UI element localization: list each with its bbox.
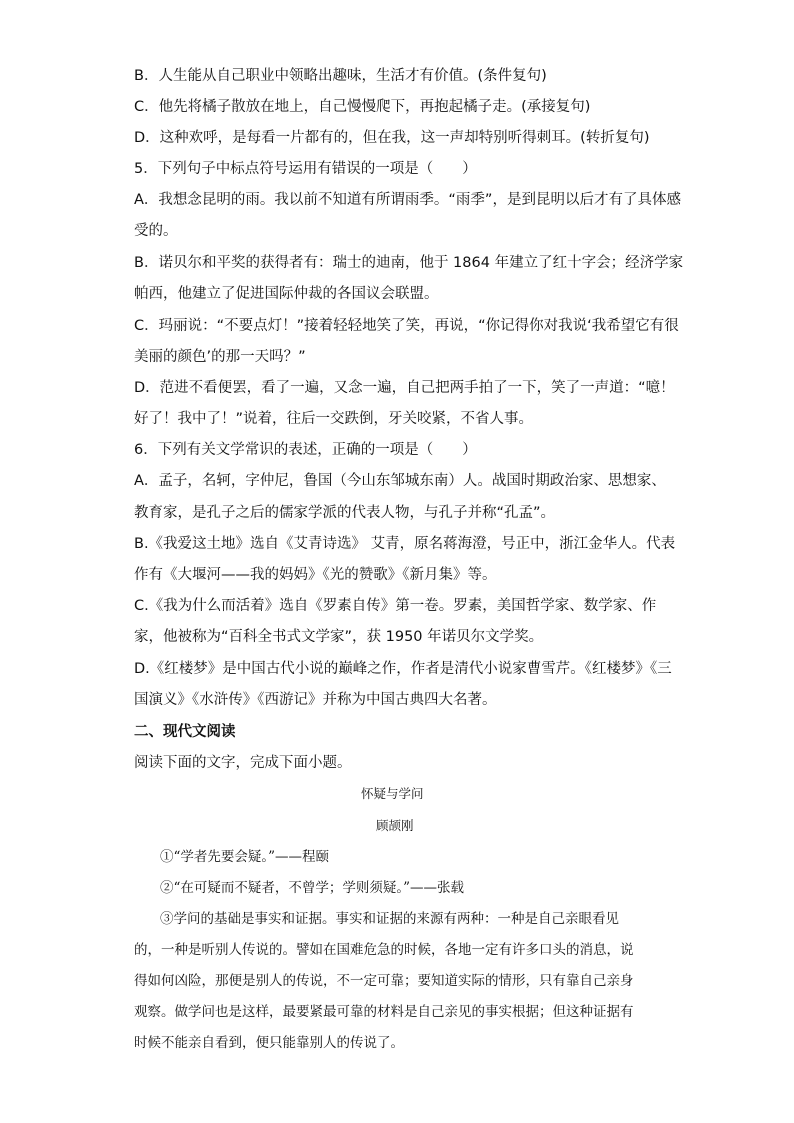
article-paragraph-3-line4: 观察。做学问也是这样，最要紧最可靠的材料是自己亲见的事实根据；但这种证据有 (134, 1004, 634, 1020)
q5-option-a-line1: A．我想念昆明的雨。我以前不知道有所谓雨季。“雨季”，是到昆明以后才有了具体感 (134, 192, 681, 208)
article-paragraph-3-line1: ③学问的基础是事实和证据。事实和证据的来源有两种：一种是自己亲眼看见 (160, 911, 619, 927)
option-b-line: B．人生能从自己职业中领略出趣味，生活才有价值。(条件复句) (134, 68, 547, 84)
q5-option-d-line2: 好了！我中了！”说着，往后一交跌倒，牙关咬紧，不省人事。 (134, 411, 534, 427)
article-quote-2: ②“在可疑而不疑者，不曾学；学则须疑。”——张载 (160, 880, 465, 896)
q5-option-a-line2: 受的。 (134, 223, 178, 239)
reading-instruction: 阅读下面的文字，完成下面小题。 (134, 755, 352, 771)
article-author: 顾颉刚 (376, 818, 414, 833)
q6-option-b-line1: B.《我爱这土地》选自《艾青诗选》 艾青，原名蒋海澄，号正中，浙江金华人。代表 (134, 536, 676, 552)
article-quote-1: ①“学者先要会疑。”——程颐 (160, 849, 330, 865)
q6-option-c-line2: 家，他被称为“百科全书式文学家”，获 1950 年诺贝尔文学奖。 (134, 629, 544, 645)
option-d-line: D．这种欢呼，是每看一片都有的，但在我，这一声却特别听得刺耳。(转折复句) (134, 130, 650, 146)
article-paragraph-3-line5: 时候不能亲自看到，便只能靠别人的传说了。 (134, 1035, 404, 1051)
article-paragraph-3-line3: 得如何凶险，那便是别人的传说，不一定可靠；要知道实际的情形，只有靠自己亲身 (134, 973, 634, 989)
question-6-stem: 6．下列有关文学常识的表述，正确的一项是（ ） (134, 442, 477, 458)
article-paragraph-3-line2: 的，一种是听别人传说的。譬如在国难危急的时候，各地一定有许多口头的消息，说 (134, 942, 634, 958)
question-5-stem: 5．下列句子中标点符号运用有错误的一项是（ ） (134, 161, 477, 177)
q6-option-c-line1: C.《我为什么而活着》选自《罗素自传》第一卷。罗素，美国哲学家、数学家、作 (134, 598, 657, 614)
q5-option-b-line1: B．诺贝尔和平奖的获得者有：瑞士的迪南，他于 1864 年建立了红十字会；经济学家 (134, 255, 684, 271)
q6-option-b-line2: 作有《大堰河——我的妈妈》《光的赞歌》《新月集》等。 (134, 567, 497, 583)
section-title: 二、现代文阅读 (134, 724, 236, 740)
q5-option-b-line2: 帕西，他建立了促进国际仲裁的各国议会联盟。 (134, 286, 439, 302)
q5-option-c-line2: 美丽的颜色’的那一天吗？” (134, 349, 306, 365)
q6-option-a-line1: A．孟子，名轲，字仲尼，鲁国（今山东邹城东南）人。战国时期政治家、思想家、 (134, 473, 666, 489)
q6-option-d-line1: D.《红楼梦》是中国古代小说的巅峰之作，作者是清代小说家曹雪芹。《红楼梦》《三 (134, 661, 672, 677)
article-title: 怀疑与学问 (361, 786, 424, 801)
q5-option-c-line1: C．玛丽说：“不要点灯！”接着轻轻地笑了笑，再说，“你记得你对我说‘我希望它有很 (134, 318, 679, 334)
q6-option-d-line2: 国演义》《水浒传》《西游记》并称为中国古典四大名著。 (134, 692, 497, 708)
option-c-line: C．他先将橘子散放在地上，自己慢慢爬下，再抱起橘子走。(承接复句) (134, 99, 591, 115)
q5-option-d-line1: D．范进不看便罢，看了一遍，又念一遍，自己把两手拍了一下，笑了一声道：“噫！ (134, 380, 675, 396)
q6-option-a-line2: 教育家，是孔子之后的儒家学派的代表人物，与孔子并称“孔孟”。 (134, 505, 556, 521)
